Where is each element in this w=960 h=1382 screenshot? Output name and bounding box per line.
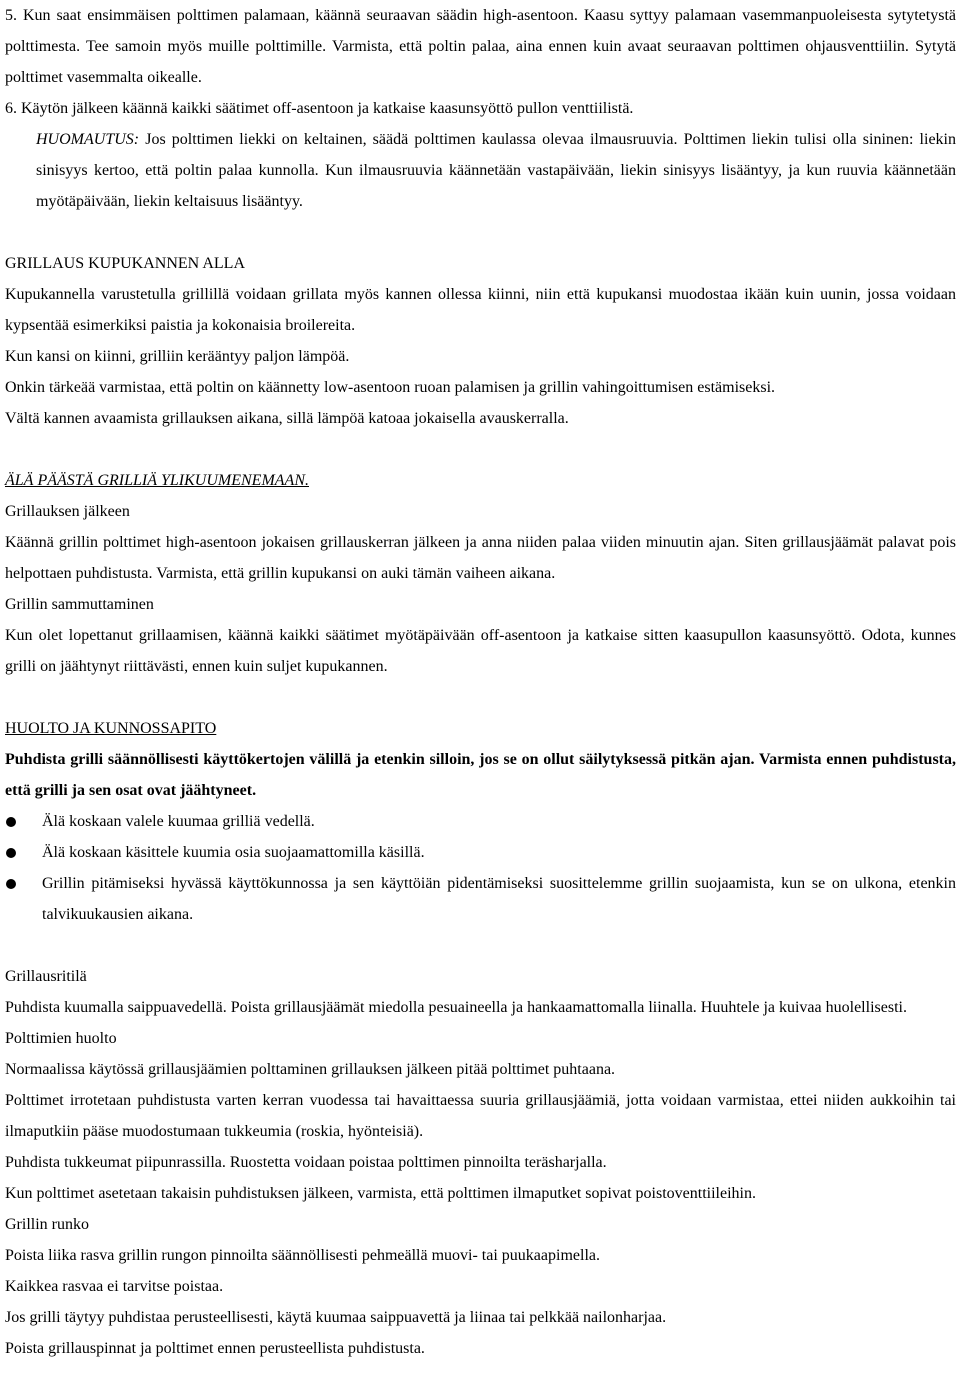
- grillaus-heading: GRILLAUS KUPUKANNEN ALLA: [5, 255, 245, 272]
- burners-paragraph-1: Normaalissa käytössä grillausjäämien polttaminen grillauksen jälkeen pitää polttimet puhtaana.: [5, 1061, 616, 1078]
- grill-body-paragraph-1: Poista liika rasva grillin rungon pinnoilta säännöllisesti pehmeällä muovi- tai puukaapimella.: [5, 1247, 600, 1264]
- maintenance-heading: HUOLTO JA KUNNOSSAPITO: [5, 720, 217, 737]
- step-6: 6. Käytön jälkeen käännä kaikki säätimet off-asentoon ja katkaise kaasunsyöttö pullon venttiilistä.: [5, 100, 634, 117]
- bullet-dot-icon: [6, 817, 16, 827]
- bullet-text: Älä koskaan käsittele kuumia osia suojaamattomilla käsillä.: [42, 844, 425, 861]
- bullet-item: [5, 806, 956, 837]
- grill-body-paragraph-2: Kaikkea rasvaa ei tarvitse poistaa.: [5, 1278, 224, 1295]
- burners-paragraph-3: Puhdista tukkeumat piipunrassilla. Ruostetta voidaan poistaa polttimen pinnoilta teräsharjalla.: [5, 1154, 607, 1171]
- bullet-item: [5, 868, 956, 930]
- bullet-dot-icon: [6, 879, 16, 889]
- after-grilling-text: Käännä grillin polttimet high-asentoon jokaisen grillauskerran jälkeen ja anna niiden palaa viiden minuutin ajan. Siten grillausjäämät palavat pois helpottaen puhdistusta. Varmista, että grillin kupukansi on auki tämän vaiheen aikana.: [5, 534, 956, 582]
- bullet-text: Grillin pitämiseksi hyvässä käyttökunnossa ja sen käyttöiän pidentämiseksi suosittelemme grillin suojaamista, kun se on ulkona, etenkin talvikuukausien aikana.: [42, 875, 956, 923]
- grill-body-paragraph-4: Poista grillauspinnat ja polttimet ennen perusteellista puhdistusta.: [5, 1340, 425, 1357]
- after-grilling-heading: Grillauksen jälkeen: [5, 503, 130, 520]
- burners-paragraph-4: Kun polttimet asetetaan takaisin puhdistuksen jälkeen, varmista, että polttimen ilmaputket sopivat poistoventtiileihin.: [5, 1185, 756, 1202]
- grillaus-paragraph-2: Kun kansi on kiinni, grilliin kerääntyy paljon lämpöä.: [5, 348, 350, 365]
- note-paragraph: [5, 124, 956, 217]
- note-text: Jos polttimen liekki on keltainen, säädä polttimen kaulassa olevaa ilmausruuvia. Polttimen liekin tulisi olla sininen: liekin sinisyys kertoo, että poltin palaa kunnolla. Kun ilmausruuvia käännetään vastapäivään, liekin sinisyys lisääntyy, ja kun ruuvia käännetään myötäpäivään, liekin keltaisuus lisääntyy.: [36, 131, 956, 210]
- warning-heading: ÄLÄ PÄÄSTÄ GRILLIÄ YLIKUUMENEMAAN.: [5, 472, 309, 489]
- note-label: HUOMAUTUS:: [36, 131, 140, 148]
- shutdown-text: Kun olet lopettanut grillaamisen, käännä kaikki säätimet myötäpäivään off-asentoon ja katkaise sitten kaasupullon kaasunsyöttö. Odota, kunnes grilli on jäähtynyt riittävästi, ennen kuin suljet kupukannen.: [5, 627, 956, 675]
- spacer: [5, 930, 956, 961]
- grillaus-paragraph-1: Kupukannella varustetulla grillillä voidaan grillata myös kannen ollessa kiinni, niin että kupukansi muodostaa ikään kuin uunin, jossa voidaan kypsentää esimerkiksi paistia ja kokonaisia broilereita.: [5, 286, 956, 334]
- maintenance-intro: Puhdista grilli säännöllisesti käyttökertojen välillä ja etenkin silloin, jos se on ollut säilytyksessä pitkän ajan. Varmista ennen puhdistusta, että grilli ja sen osat ovat jäähtyneet.: [5, 751, 956, 799]
- grate-text: Puhdista kuumalla saippuavedellä. Poista grillausjäämät miedolla pesuaineella ja hankaamattomalla liinalla. Huuhtele ja kuivaa huolellisesti.: [5, 999, 907, 1016]
- grill-body-paragraph-3: Jos grilli täytyy puhdistaa perusteellisesti, käytä kuumaa saippuavettä ja liinaa tai pelkkää nailonharjaa.: [5, 1309, 667, 1326]
- bullet-item: [5, 837, 956, 868]
- bullet-dot-icon: [6, 848, 16, 858]
- grill-body-heading: Grillin runko: [5, 1216, 89, 1233]
- grate-heading: Grillausritilä: [5, 968, 87, 985]
- spacer: [5, 682, 956, 713]
- grillaus-paragraph-4: Vältä kannen avaamista grillauksen aikana, sillä lämpöä katoaa jokaisella avauskerralla.: [5, 410, 569, 427]
- spacer: [5, 434, 956, 465]
- burners-paragraph-2: Polttimet irrotetaan puhdistusta varten kerran vuodessa tai havaittaessa suuria grillausjäämiä, jotta voidaan varmistaa, ettei niiden aukkoihin tai ilmaputkiin pääse muodostumaan tukkeumia (roskia, hyönteisiä).: [5, 1092, 956, 1140]
- step-5: 5. Kun saat ensimmäisen polttimen palamaan, käännä seuraavan säädin high-asentoon. Kaasu syttyy palamaan vasemmanpuoleisesta sytytetystä polttimesta. Tee samoin myös muille polttimille. Varmista, että poltin palaa, aina ennen kuin avaat seuraavan polttimen ohjausventtiilin. Sytytä polttimet vasemmalta oikealle.: [5, 7, 956, 86]
- bullet-text: Älä koskaan valele kuumaa grilliä vedellä.: [42, 813, 315, 830]
- spacer: [5, 217, 956, 248]
- shutdown-heading: Grillin sammuttaminen: [5, 596, 154, 613]
- grillaus-paragraph-3: Onkin tärkeää varmistaa, että poltin on käännetty low-asentoon ruoan palamisen ja grillin vahingoittumisen estämiseksi.: [5, 379, 776, 396]
- burners-heading: Polttimien huolto: [5, 1030, 117, 1047]
- maintenance-bullet-list: [5, 806, 956, 930]
